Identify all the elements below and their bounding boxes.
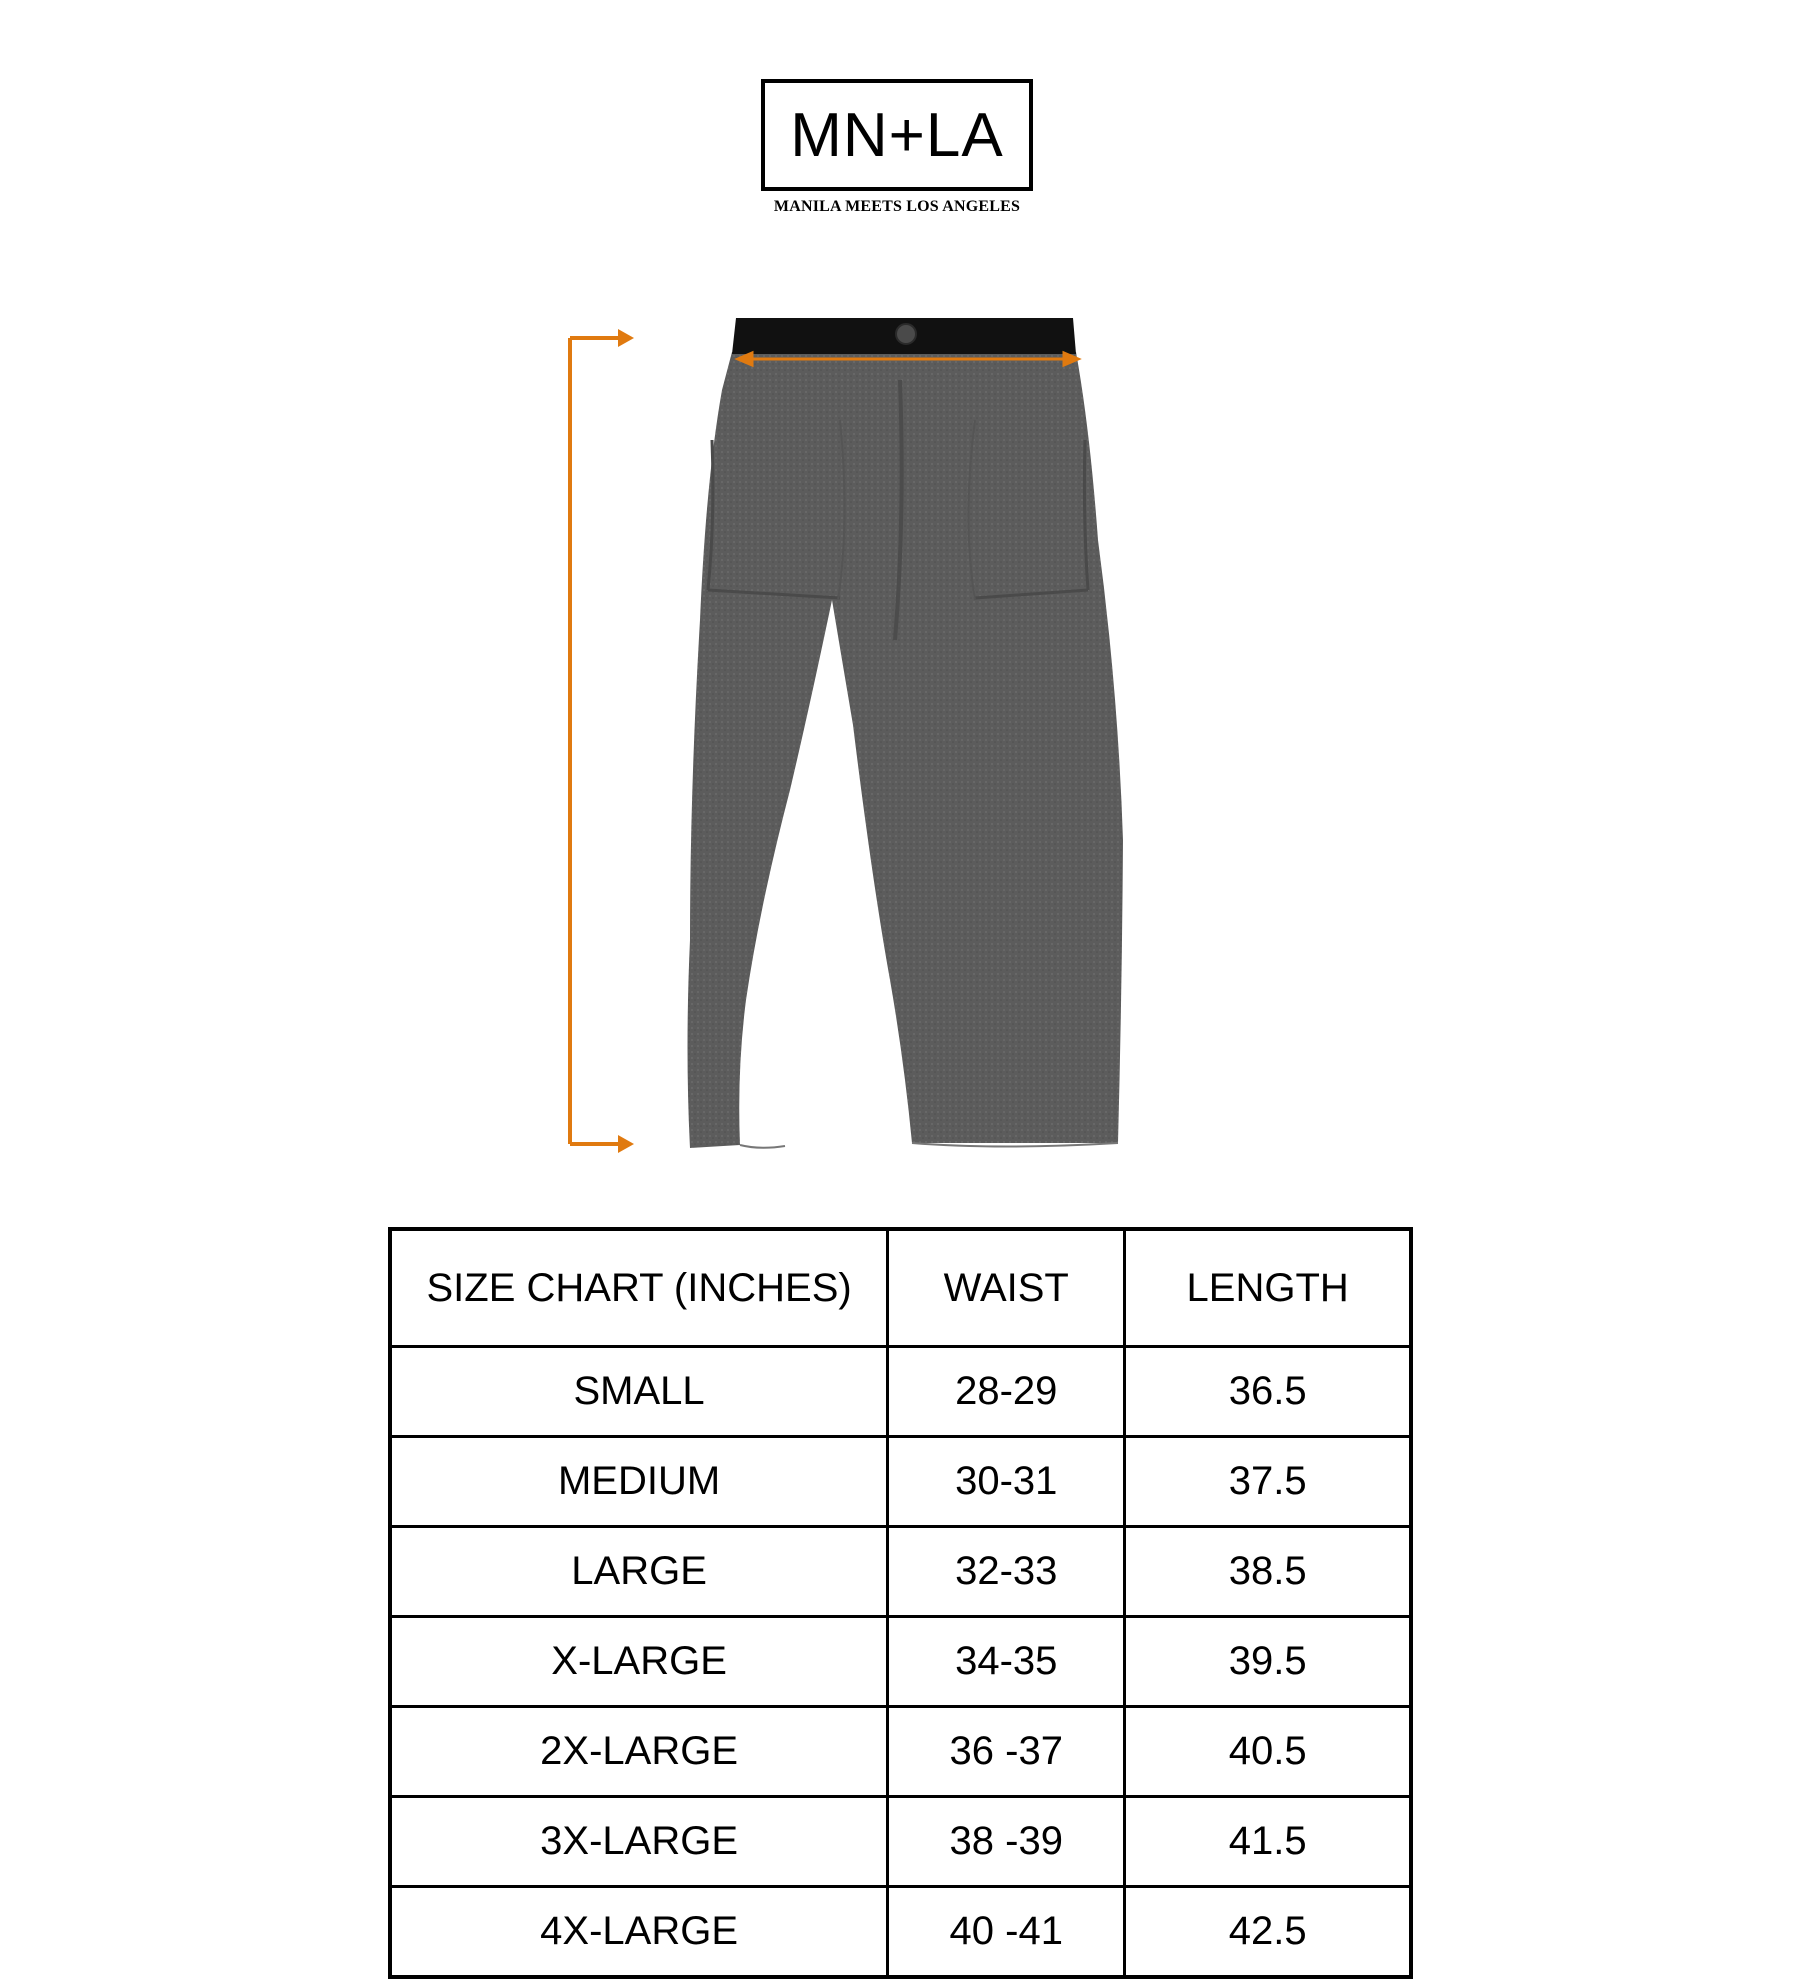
length-measure-arrow (570, 329, 634, 1153)
size-cell: 2X-LARGE (390, 1707, 888, 1797)
size-cell: 4X-LARGE (390, 1887, 888, 1978)
waist-cell: 38 -39 (888, 1797, 1125, 1887)
pants-image (688, 318, 1124, 1148)
table-row (390, 1887, 1411, 1978)
waist-cell: 32-33 (888, 1527, 1125, 1617)
table-row (390, 1797, 1411, 1887)
table-row (390, 1437, 1411, 1527)
length-cell: 38.5 (1125, 1527, 1411, 1617)
size-chart-table (388, 1227, 1413, 1979)
length-cell: 39.5 (1125, 1617, 1411, 1707)
length-cell: 36.5 (1125, 1347, 1411, 1437)
size-cell: SMALL (390, 1347, 888, 1437)
table-row (390, 1617, 1411, 1707)
waist-cell: 40 -41 (888, 1887, 1125, 1978)
table-header-row (390, 1229, 1411, 1347)
waist-cell: 30-31 (888, 1437, 1125, 1527)
waist-cell: 34-35 (888, 1617, 1125, 1707)
length-cell: 42.5 (1125, 1887, 1411, 1978)
length-cell: 41.5 (1125, 1797, 1411, 1887)
table-row (390, 1527, 1411, 1617)
waist-cell: 36 -37 (888, 1707, 1125, 1797)
size-cell: X-LARGE (390, 1617, 888, 1707)
waist-cell: 28-29 (888, 1347, 1125, 1437)
length-cell: 40.5 (1125, 1707, 1411, 1797)
size-cell: 3X-LARGE (390, 1797, 888, 1887)
length-cell: 37.5 (1125, 1437, 1411, 1527)
brand-tagline: MANILA MEETS LOS ANGELES (773, 198, 1021, 215)
table-row (390, 1707, 1411, 1797)
size-cell: MEDIUM (390, 1437, 888, 1527)
header-size: SIZE CHART (INCHES) (390, 1229, 888, 1347)
header-length: LENGTH (1125, 1229, 1411, 1347)
header-waist: WAIST (888, 1229, 1125, 1347)
table-row (390, 1347, 1411, 1437)
size-cell: LARGE (390, 1527, 888, 1617)
logo-text: MN+LA (790, 100, 1004, 170)
